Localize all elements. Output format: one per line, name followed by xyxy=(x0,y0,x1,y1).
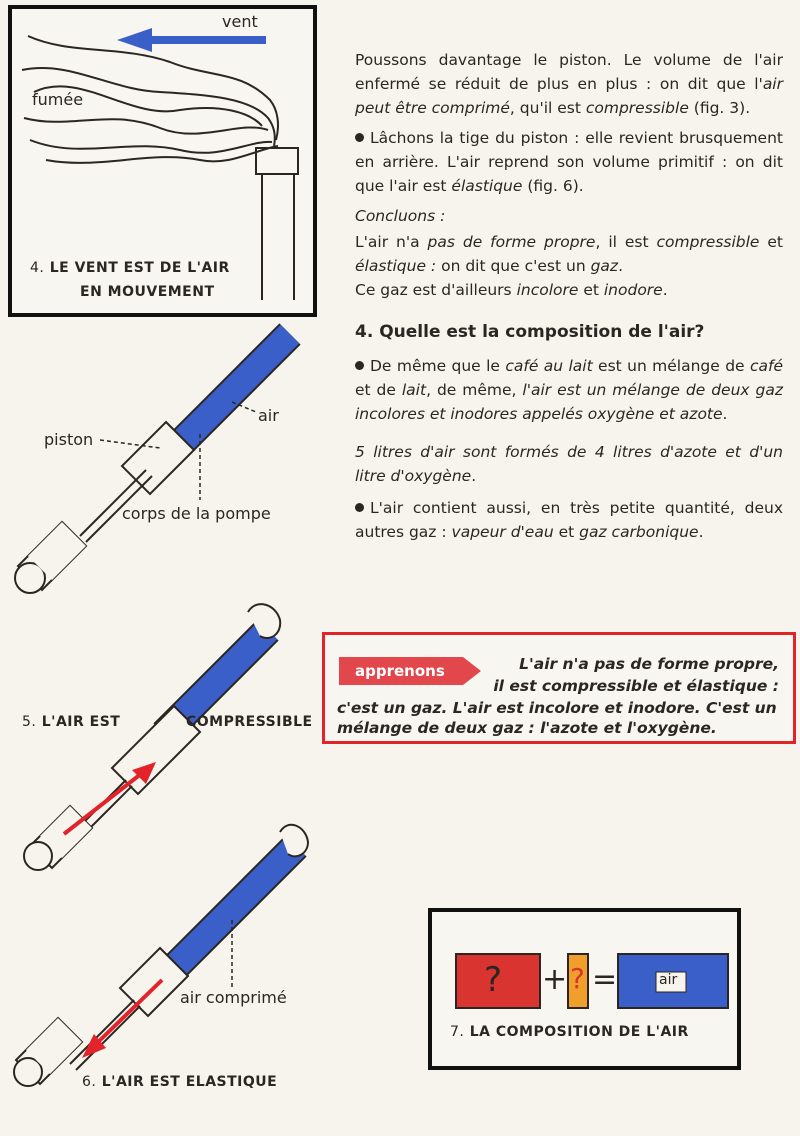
figure-6-caption: 6. L'AIR EST ELASTIQUE xyxy=(82,1074,278,1090)
pump-fig5 xyxy=(24,604,280,870)
learn-line-4: mélange de deux gaz : l'azote et l'oxygène. xyxy=(337,719,717,737)
learn-tag: apprenons xyxy=(339,657,463,685)
learn-line-3: c'est un gaz. L'air est incolore et inodore. C'est un xyxy=(337,699,777,717)
pump-air-label: air xyxy=(258,406,279,425)
smoke-label: fumée xyxy=(32,90,84,109)
bullet-icon xyxy=(355,133,364,142)
air-result-label: air xyxy=(659,972,678,988)
learn-box xyxy=(322,632,796,744)
section-heading: 4. Quelle est la composition de l'air? xyxy=(355,322,705,342)
conclusion-label: Concluons : xyxy=(355,207,446,225)
learn-line-2: il est compressible et élastique : xyxy=(493,677,779,695)
bullet-icon xyxy=(355,503,364,512)
figure-5-caption-part2: COMPRESSIBLE xyxy=(186,714,313,730)
paragraph-elastic: Lâchons la tige du piston : elle revient brusquement en arrière. L'air reprend son volume primitif : on dit que l'air est élastique (fig. 6). xyxy=(355,129,783,195)
wind-label: vent xyxy=(222,12,258,31)
paragraph-compressible: Poussons davantage le piston. Le volume de l'air enfermé se réduit de plus en plus : on dit que l'air peut être comprimé, qu'il est compressible (fig. 3). xyxy=(355,51,783,117)
paragraph-proportions: 5 litres d'air sont formés de 4 litres d'azote et d'un litre d'oxygène. xyxy=(355,443,783,485)
pump-piston-label: piston xyxy=(44,430,94,449)
paragraph-composition: De même que le café au lait est un mélange de café et de lait, de même, l'air est un mélange de deux gaz incolores et inodores appelés oxygène et azote. xyxy=(355,357,783,423)
paragraph-gas: L'air n'a pas de forme propre, il est compressible et élastique : on dit que c'est un gaz. xyxy=(355,233,784,275)
figure-4-caption-line2: EN MOUVEMENT xyxy=(80,284,215,300)
wind-arrow xyxy=(117,28,266,52)
unknown-gas-2: ? xyxy=(570,962,585,995)
plus-sign: + xyxy=(542,962,568,997)
paragraph-other-gases: L'air contient aussi, en très petite quantité, deux autres gaz : vapeur d'eau et gaz carbonique. xyxy=(355,499,783,541)
learn-line-1: L'air n'a pas de forme propre, xyxy=(519,655,779,673)
figure-5-caption: 5. L'AIR EST xyxy=(22,714,121,730)
paragraph-colorless: Ce gaz est d'ailleurs incolore et inodore. xyxy=(355,281,668,299)
figure-7-caption: 7. LA COMPOSITION DE L'AIR xyxy=(450,1024,689,1040)
compressed-air-label: air comprimé xyxy=(180,988,287,1007)
bullet-icon xyxy=(355,361,364,370)
pump-fig3 xyxy=(15,334,290,593)
figure-4-caption: 4. LE VENT EST DE L'AIR xyxy=(30,260,230,276)
unknown-gas-1: ? xyxy=(484,960,503,1000)
chimney xyxy=(256,148,298,300)
equals-sign: = xyxy=(592,962,618,997)
pump-body-label: corps de la pompe xyxy=(122,504,271,523)
pump-fig6 xyxy=(14,825,308,1086)
